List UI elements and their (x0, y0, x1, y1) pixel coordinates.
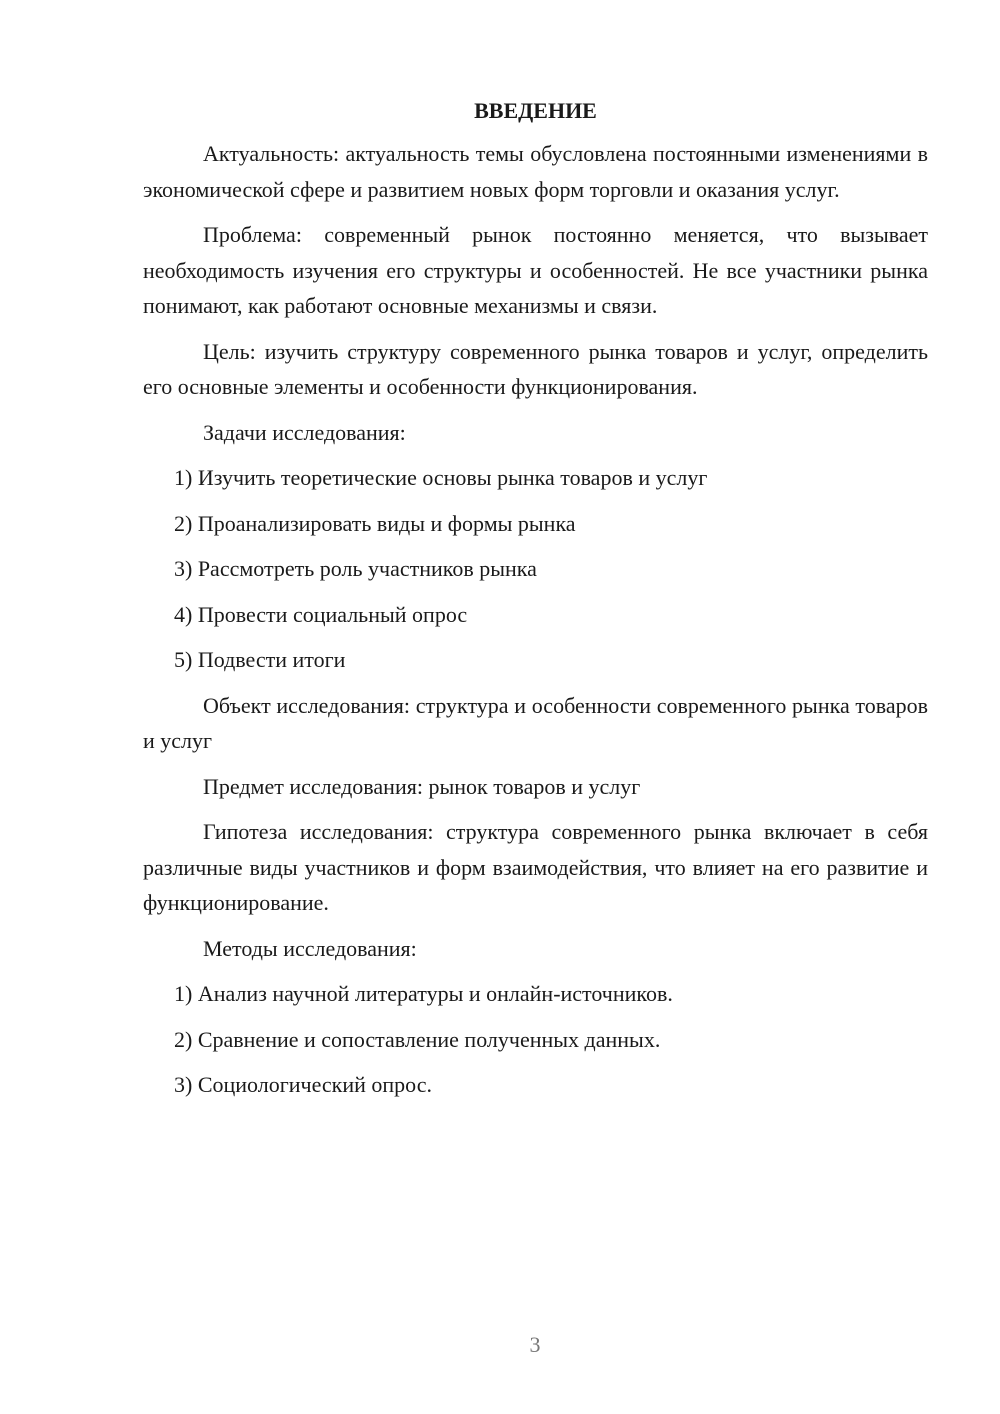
list-item: 2) Проанализировать виды и формы рынка (174, 510, 576, 536)
tasks-list (143, 460, 928, 678)
list-item: 2) Сравнение и сопоставление полученных данных. (174, 1026, 661, 1052)
list-item: 4) Провести социальный опрос (174, 601, 468, 627)
list-item: 1) Изучить теоретические основы рынка товаров и услуг (174, 465, 708, 490)
paragraph-goal: Цель: изучить структуру современного рынка товаров и услуг, определить его основные элементы и особенности функционирования. (143, 338, 928, 399)
paragraph-hypothesis: Гипотеза исследования: структура современного рынка включает в себя различные виды участников и форм взаимодействия, что влияет на его развитие и функционирование. (143, 819, 928, 915)
list-item: 1) Анализ научной литературы и онлайн-источников. (174, 981, 673, 1006)
list-item: 3) Социологический опрос. (174, 1072, 432, 1097)
methods-list (143, 976, 928, 1103)
paragraph-object: Объект исследования: структура и особенности современного рынка товаров и услуг (143, 692, 928, 753)
list-item: 3) Рассмотреть роль участников рынка (174, 556, 537, 581)
paragraph-relevance: Актуальность: актуальность темы обусловлена постоянными изменениями в экономической сфере и развитием новых форм торговли и оказания услуг. (143, 141, 928, 202)
paragraph-problem: Проблема: современный рынок постоянно меняется, что вызывает необходимость изучения его структуры и особенностей. Не все участники рынка понимают, как работают основные механизмы и связи. (143, 222, 928, 318)
page-content (143, 96, 928, 1113)
tasks-heading: Задачи исследования: (203, 419, 406, 445)
list-item: 5) Подвести итоги (174, 647, 346, 672)
page-title: ВВЕДЕНИЕ (474, 98, 597, 123)
paragraph-subject: Предмет исследования: рынок товаров и услуг (203, 773, 641, 799)
methods-heading: Методы исследования: (203, 935, 417, 961)
page-number: 3 (529, 1332, 541, 1357)
